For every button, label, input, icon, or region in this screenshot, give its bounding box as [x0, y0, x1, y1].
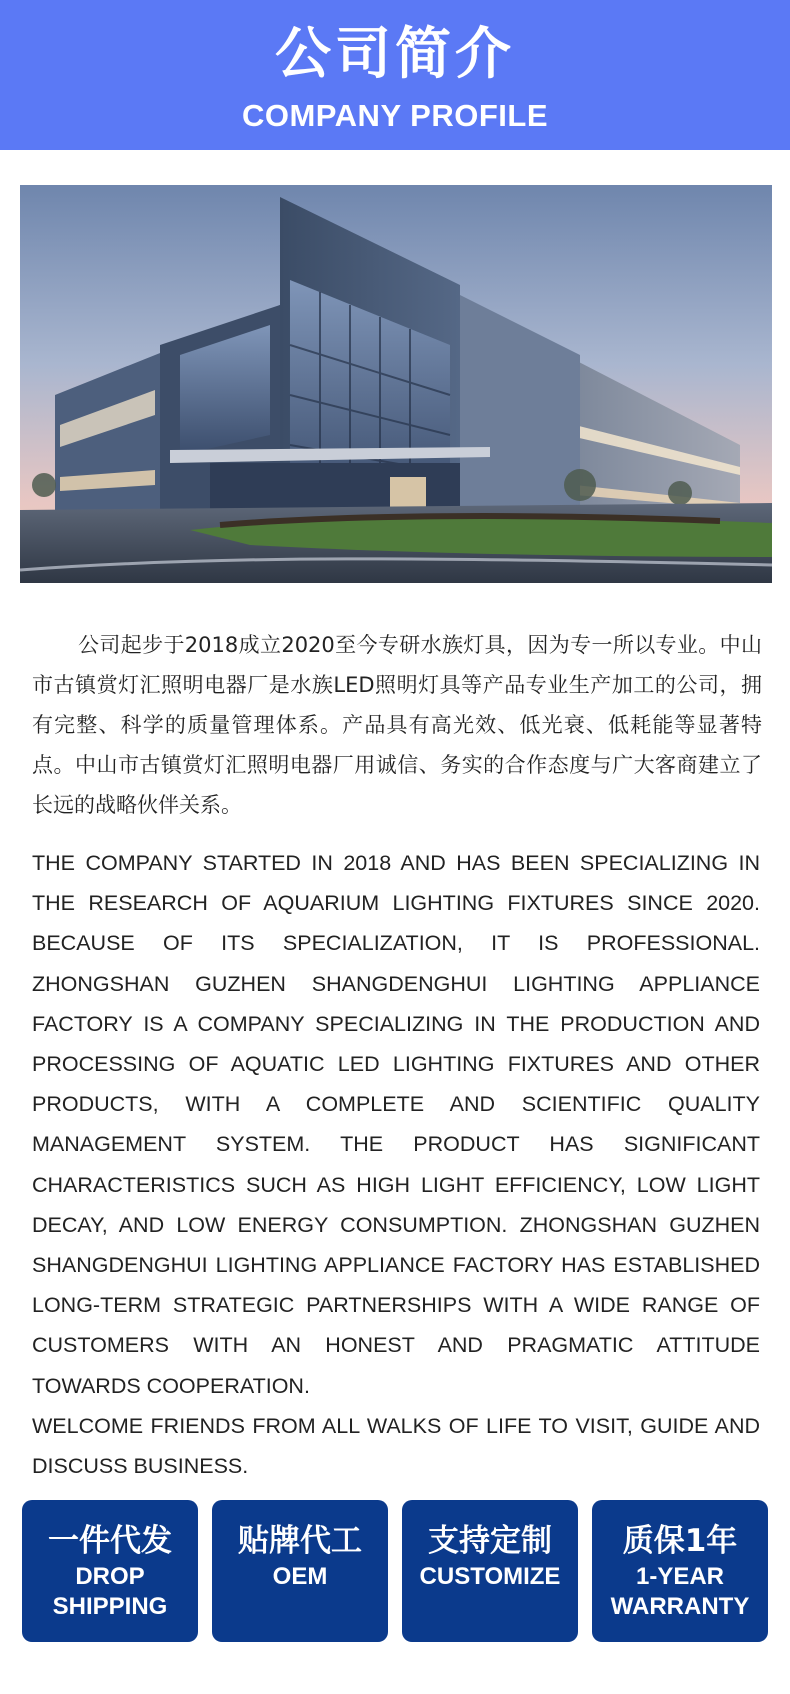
- service-badges: [22, 1500, 770, 1642]
- badge-en-label: DROP SHIPPING: [52, 1563, 168, 1620]
- badge-warranty: [592, 1500, 768, 1642]
- badge-cn-label: 质保1年: [622, 1523, 738, 1559]
- badge-cn-label: 一件代发: [48, 1523, 172, 1559]
- badge-en-label: 1-YEAR WARRANTY: [610, 1563, 750, 1620]
- badge-en-label: OEM: [272, 1563, 328, 1590]
- badge-cn-label: 贴牌代工: [238, 1523, 362, 1559]
- badge-drop-shipping: [22, 1500, 198, 1642]
- company-intro-en-text: THE COMPANY STARTED IN 2018 AND HAS BEEN SPECIALIZING IN THE RESEARCH OF AQUARIUM LIGHTING FIXTURES SINCE 2020. BECAUSE OF ITS SPECIALIZATION, IT IS PROFESSIONAL. ZHONGSHAN GUZHEN SHANGDENGHUI LIGHTING APPLIANCE FACTORY IS A COMPANY SPECIALIZING IN THE PRODUCTION AND PROCESSING OF AQUATIC LED LIGHTING FIXTURES AND OTHER PRODUCTS, WITH A COMPLETE AND SCIENTIFIC QUALITY MANAGEMENT SYSTEM. THE PRODUCT HAS SIGNIFICANT CHARACTERISTICS SUCH AS HIGH LIGHT EFFICIENCY, LOW LIGHT DECAY, AND LOW ENERGY CONSUMPTION. ZHONGSHAN GUZHEN SHANGDENGHUI LIGHTING APPLIANCE FACTORY HAS ESTABLISHED LONG-TERM STRATEGIC PARTNERSHIPS WITH A WIDE RANGE OF CUSTOMERS WITH AN HONEST AND PRAGMATIC ATTITUDE TOWARDS COOPERATION.: [32, 851, 760, 1398]
- welcome-text: WELCOME FRIENDS FROM ALL WALKS OF LIFE TO VISIT, GUIDE AND DISCUSS BUSINESS.: [32, 1413, 760, 1479]
- company-intro-cn: 公司起步于2018成立2020至今专研水族灯具，因为专一所以专业。中山市古镇赏灯汇照明电器厂是水族LED照明灯具等产品专业生产加工的公司，拥有完整、科学的质量管理体系。产品具有高光效、低光衰、低耗能等显著特点。中山市古镇赏灯汇照明电器厂用诚信、务实的合作态度与广大客商建立了长远的战略伙伴关系。: [32, 633, 762, 817]
- badge-customize: [402, 1500, 578, 1642]
- badge-cn-label: 支持定制: [428, 1523, 552, 1559]
- badge-en-label: CUSTOMIZE: [419, 1563, 561, 1590]
- header-banner: [0, 0, 790, 150]
- factory-building-icon: [20, 185, 772, 583]
- page-title-cn: 公司简介: [275, 22, 515, 87]
- badge-oem: [212, 1500, 388, 1642]
- company-intro-en: [32, 843, 760, 1486]
- page-title-en: COMPANY PROFILE: [241, 98, 549, 133]
- factory-building-photo: [20, 185, 772, 583]
